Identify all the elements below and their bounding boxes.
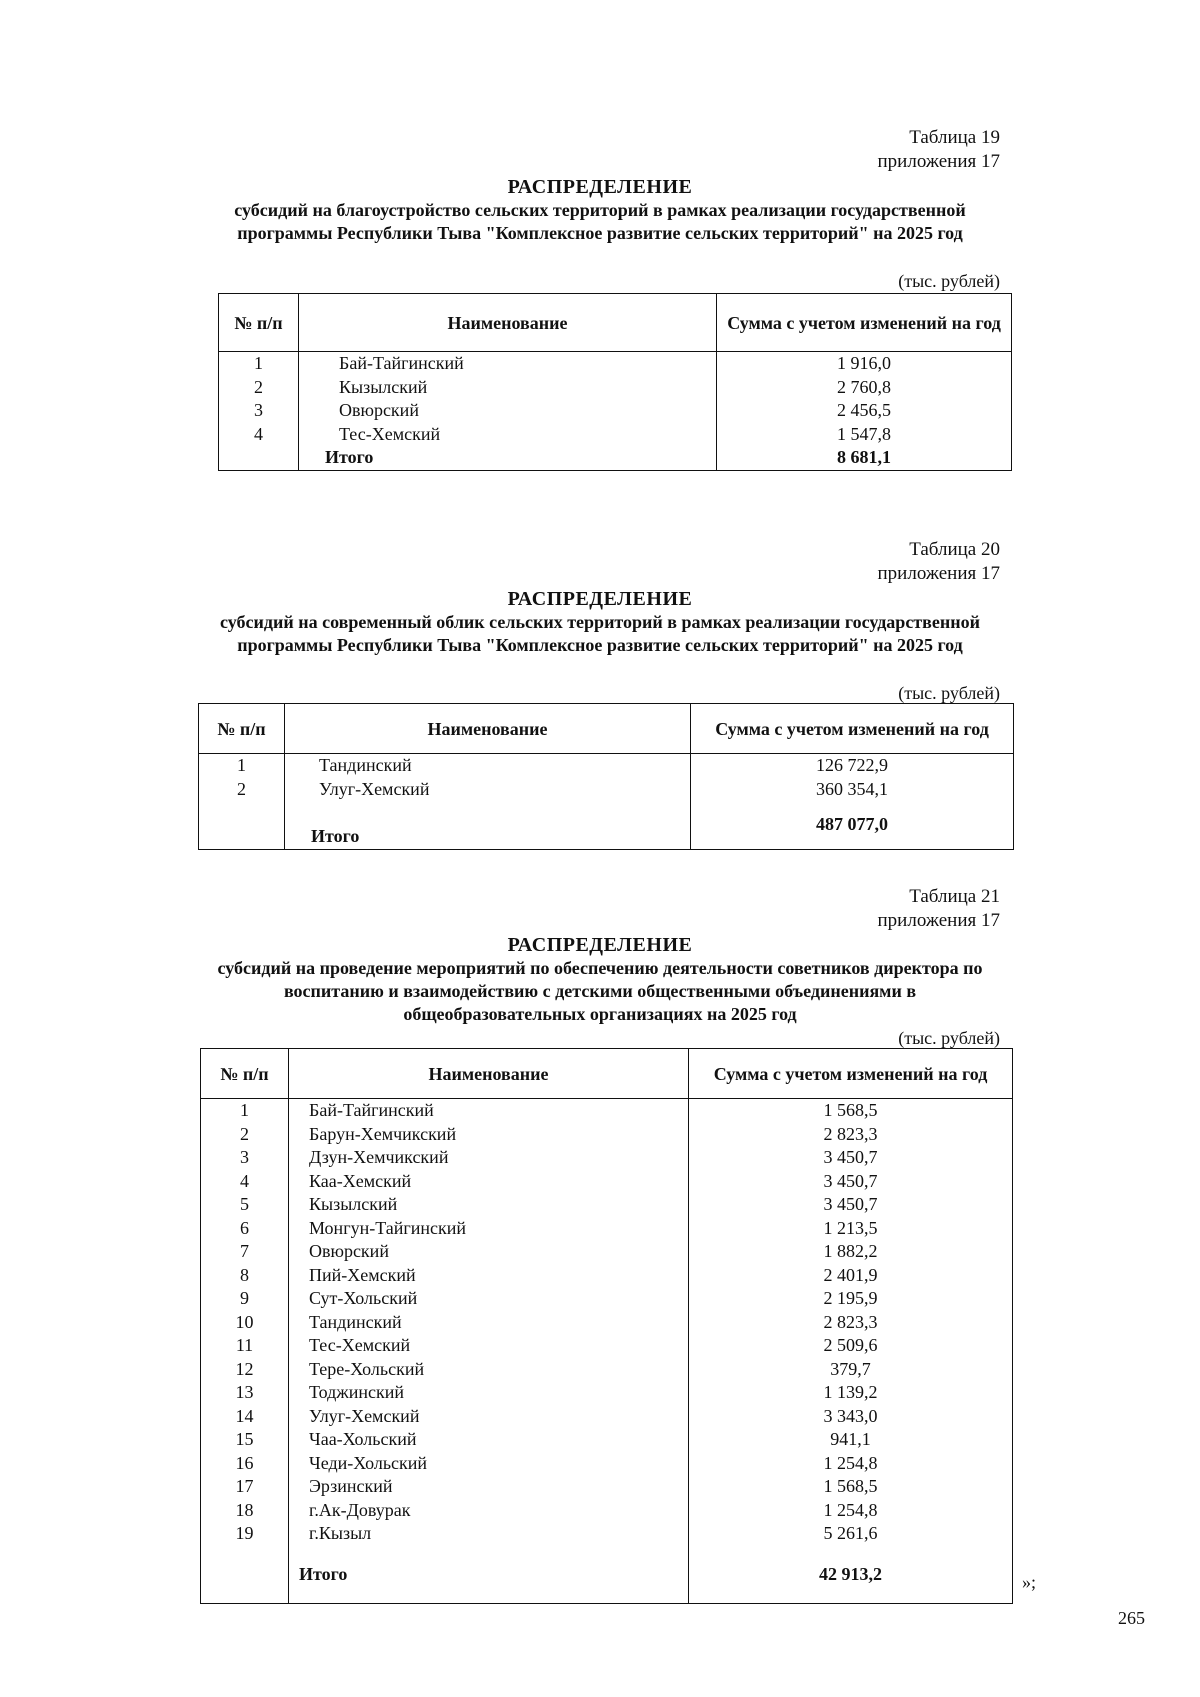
row-name: Бай-Тайгинский bbox=[299, 352, 717, 376]
row-sum: 5 261,6 bbox=[689, 1522, 1013, 1546]
table-row bbox=[201, 1217, 1013, 1241]
column-header-name: Наименование bbox=[299, 294, 717, 352]
column-header-sum: Сумма с учетом изменений на год bbox=[689, 1049, 1013, 1099]
column-header-name: Наименование bbox=[285, 704, 691, 754]
distribution-table bbox=[198, 703, 1014, 850]
column-header-number: № п/п bbox=[219, 294, 299, 352]
row-sum: 2 456,5 bbox=[717, 399, 1012, 423]
row-sum: 2 823,3 bbox=[689, 1311, 1013, 1335]
table-subtitle: субсидий на проведение мероприятий по обеспечению деятельности советников директора по воспитанию и взаимодействию с детскими общественными объединениями в общеобразовательных организациях на 2025 год bbox=[217, 958, 983, 1024]
row-number: 19 bbox=[201, 1522, 289, 1546]
table-subtitle: субсидий на современный облик сельских территорий в рамках реализации государственной программы Республики Тыва "Комплексное развитие сельских территорий" на 2025 год bbox=[220, 612, 980, 655]
row-number: 9 bbox=[201, 1287, 289, 1311]
table-row bbox=[201, 1099, 1013, 1123]
row-sum: 941,1 bbox=[689, 1428, 1013, 1452]
row-number: 6 bbox=[201, 1217, 289, 1241]
row-number: 17 bbox=[201, 1475, 289, 1499]
row-name: Барун-Хемчикский bbox=[289, 1123, 689, 1147]
row-sum: 1 916,0 bbox=[717, 352, 1012, 376]
distribution-table bbox=[200, 1048, 1013, 1604]
row-number: 14 bbox=[201, 1405, 289, 1429]
column-header-sum: Сумма с учетом изменений на год bbox=[717, 294, 1012, 352]
total-label: Итого bbox=[299, 446, 717, 470]
table-header-row bbox=[201, 1049, 1013, 1099]
row-name: г.Ак-Довурак bbox=[289, 1499, 689, 1523]
table-row bbox=[219, 399, 1012, 423]
appendix-reference: приложения 17 bbox=[877, 910, 1000, 931]
table-row bbox=[219, 376, 1012, 400]
row-name: Кызылский bbox=[299, 376, 717, 400]
table-row bbox=[201, 1146, 1013, 1170]
total-sum: 42 913,2 bbox=[689, 1546, 1013, 1604]
column-header-sum: Сумма с учетом изменений на год bbox=[691, 704, 1014, 754]
table-row bbox=[201, 1428, 1013, 1452]
table-row bbox=[201, 1311, 1013, 1335]
total-label: Итого bbox=[285, 801, 691, 849]
row-number: 2 bbox=[201, 1123, 289, 1147]
row-name: Тандинский bbox=[289, 1311, 689, 1335]
row-name: Бай-Тайгинский bbox=[289, 1099, 689, 1123]
column-header-name: Наименование bbox=[289, 1049, 689, 1099]
row-number: 1 bbox=[219, 352, 299, 376]
table-header-row bbox=[199, 704, 1014, 754]
row-name: Каа-Хемский bbox=[289, 1170, 689, 1194]
row-sum: 1 213,5 bbox=[689, 1217, 1013, 1241]
row-sum: 1 568,5 bbox=[689, 1099, 1013, 1123]
row-number: 8 bbox=[201, 1264, 289, 1288]
row-sum: 360 354,1 bbox=[691, 778, 1014, 802]
row-name: Овюрский bbox=[299, 399, 717, 423]
row-name: Монгун-Тайгинский bbox=[289, 1217, 689, 1241]
row-name: Чеди-Хольский bbox=[289, 1452, 689, 1476]
row-number: 3 bbox=[201, 1146, 289, 1170]
table-row bbox=[201, 1193, 1013, 1217]
row-sum: 3 343,0 bbox=[689, 1405, 1013, 1429]
row-name: Чаа-Хольский bbox=[289, 1428, 689, 1452]
table-row bbox=[201, 1405, 1013, 1429]
table-row bbox=[219, 423, 1012, 447]
units-label: (тыс. рублей) bbox=[898, 271, 1000, 291]
table-title: РАСПРЕДЕЛЕНИЕ bbox=[507, 588, 693, 610]
row-number: 2 bbox=[219, 376, 299, 400]
row-name: г.Кызыл bbox=[289, 1522, 689, 1546]
row-sum: 2 509,6 bbox=[689, 1334, 1013, 1358]
table-row bbox=[201, 1475, 1013, 1499]
table-row bbox=[201, 1240, 1013, 1264]
row-sum: 1 254,8 bbox=[689, 1499, 1013, 1523]
units-label: (тыс. рублей) bbox=[898, 1028, 1000, 1048]
row-sum: 126 722,9 bbox=[691, 754, 1014, 778]
row-sum: 1 882,2 bbox=[689, 1240, 1013, 1264]
total-row bbox=[199, 801, 1014, 849]
table-row bbox=[199, 754, 1014, 778]
table-row bbox=[201, 1264, 1013, 1288]
row-sum: 1 139,2 bbox=[689, 1381, 1013, 1405]
row-number: 18 bbox=[201, 1499, 289, 1523]
row-number: 3 bbox=[219, 399, 299, 423]
table-row bbox=[201, 1499, 1013, 1523]
row-sum: 3 450,7 bbox=[689, 1170, 1013, 1194]
table-reference bbox=[780, 538, 1000, 586]
total-label: Итого bbox=[289, 1546, 689, 1604]
row-name: Овюрский bbox=[289, 1240, 689, 1264]
row-number: 10 bbox=[201, 1311, 289, 1335]
row-sum: 379,7 bbox=[689, 1358, 1013, 1382]
row-name: Тес-Хемский bbox=[289, 1334, 689, 1358]
row-number: 12 bbox=[201, 1358, 289, 1382]
total-row bbox=[219, 446, 1012, 470]
row-sum: 1 547,8 bbox=[717, 423, 1012, 447]
total-sum: 487 077,0 bbox=[691, 801, 1014, 849]
table-row bbox=[201, 1452, 1013, 1476]
page-number: 265 bbox=[1118, 1608, 1145, 1628]
row-number: 11 bbox=[201, 1334, 289, 1358]
row-number: 16 bbox=[201, 1452, 289, 1476]
table-row bbox=[201, 1522, 1013, 1546]
total-row bbox=[201, 1546, 1013, 1604]
table-header-row bbox=[219, 294, 1012, 352]
row-number: 4 bbox=[201, 1170, 289, 1194]
appendix-reference: приложения 17 bbox=[877, 151, 1000, 172]
row-name: Тандинский bbox=[285, 754, 691, 778]
row-name: Улуг-Хемский bbox=[285, 778, 691, 802]
row-number: 1 bbox=[199, 754, 285, 778]
table-row bbox=[201, 1381, 1013, 1405]
appendix-reference: приложения 17 bbox=[877, 563, 1000, 584]
table-row bbox=[201, 1170, 1013, 1194]
table-reference bbox=[780, 126, 1000, 174]
row-name: Тоджинский bbox=[289, 1381, 689, 1405]
row-sum: 1 254,8 bbox=[689, 1452, 1013, 1476]
row-sum: 1 568,5 bbox=[689, 1475, 1013, 1499]
row-name: Дзун-Хемчикский bbox=[289, 1146, 689, 1170]
table-number: Таблица 19 bbox=[909, 127, 1000, 148]
table-row bbox=[199, 778, 1014, 802]
row-name: Кызылский bbox=[289, 1193, 689, 1217]
table-row bbox=[201, 1287, 1013, 1311]
closing-quote-mark: »; bbox=[1022, 1572, 1037, 1592]
table-title: РАСПРЕДЕЛЕНИЕ bbox=[507, 934, 693, 956]
row-name: Пий-Хемский bbox=[289, 1264, 689, 1288]
row-sum: 3 450,7 bbox=[689, 1193, 1013, 1217]
row-sum: 2 760,8 bbox=[717, 376, 1012, 400]
row-number: 15 bbox=[201, 1428, 289, 1452]
column-header-number: № п/п bbox=[199, 704, 285, 754]
row-number: 7 bbox=[201, 1240, 289, 1264]
distribution-table bbox=[218, 293, 1012, 471]
table-number: Таблица 21 bbox=[909, 886, 1000, 907]
row-number: 2 bbox=[199, 778, 285, 802]
table-title: РАСПРЕДЕЛЕНИЕ bbox=[507, 176, 693, 198]
row-name: Эрзинский bbox=[289, 1475, 689, 1499]
row-sum: 2 195,9 bbox=[689, 1287, 1013, 1311]
row-sum: 2 401,9 bbox=[689, 1264, 1013, 1288]
row-number: 5 bbox=[201, 1193, 289, 1217]
total-sum: 8 681,1 bbox=[717, 446, 1012, 470]
row-name: Улуг-Хемский bbox=[289, 1405, 689, 1429]
row-name: Тере-Хольский bbox=[289, 1358, 689, 1382]
table-reference bbox=[780, 885, 1000, 933]
row-name: Сут-Хольский bbox=[289, 1287, 689, 1311]
row-number: 1 bbox=[201, 1099, 289, 1123]
table-row bbox=[201, 1334, 1013, 1358]
table-subtitle: субсидий на благоустройство сельских территорий в рамках реализации государственной программы Республики Тыва "Комплексное развитие сельских территорий" на 2025 год bbox=[234, 200, 966, 243]
table-row bbox=[201, 1123, 1013, 1147]
units-label: (тыс. рублей) bbox=[898, 683, 1000, 703]
table-row bbox=[219, 352, 1012, 376]
column-header-number: № п/п bbox=[201, 1049, 289, 1099]
row-number: 13 bbox=[201, 1381, 289, 1405]
table-row bbox=[201, 1358, 1013, 1382]
row-name: Тес-Хемский bbox=[299, 423, 717, 447]
row-sum: 3 450,7 bbox=[689, 1146, 1013, 1170]
row-sum: 2 823,3 bbox=[689, 1123, 1013, 1147]
row-number: 4 bbox=[219, 423, 299, 447]
table-number: Таблица 20 bbox=[909, 539, 1000, 560]
